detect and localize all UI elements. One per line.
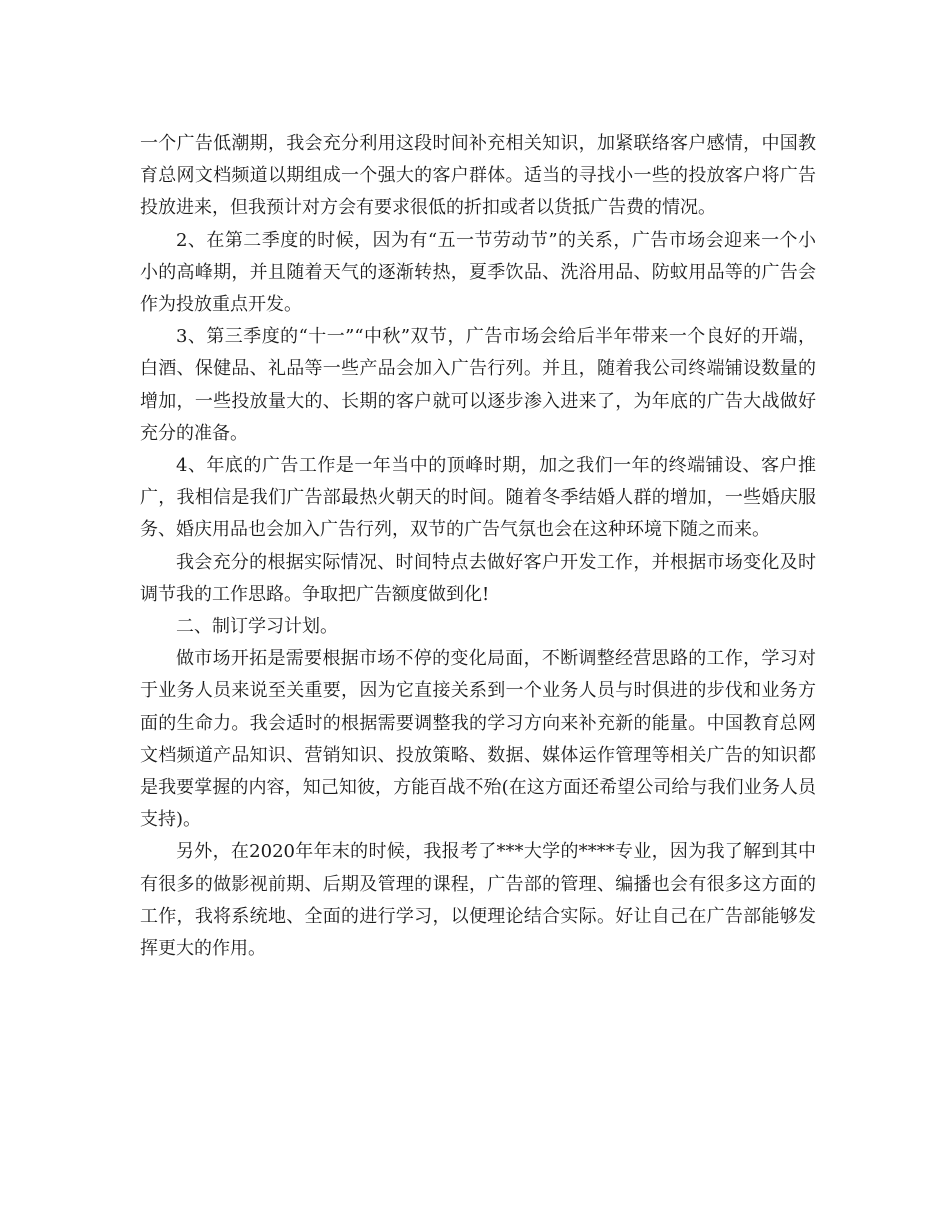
paragraph-item-2: 2、在第二季度的时候，因为有“五一节劳动节”的关系，广告市场会迎来一个小小的高峰期，并且随着天气的逐渐转热，夏季饮品、洗浴用品、防蚊用品等的广告会作为投放重点开发。 (140, 229, 816, 316)
paragraph-study-2: 另外，在2020年年末的时候，我报考了***大学的****专业，因为我了解到其中有很多的做影视前期、后期及管理的课程，广告部的管理、编播也会有很多这方面的工作，我将系统地、全面的进行学习，以便理论结合实际。好让自己在广告部能够发挥更大的作用。 (140, 841, 816, 960)
paragraph-item-3: 3、第三季度的“十一”“中秋”双节，广告市场会给后半年带来一个良好的开端，白酒、保健品、礼品等一些产品会加入广告行列。并且，随着我公司终端铺设数量的增加，一些投放量大的、长期的客户就可以逐步渗入进来了，为年底的广告大战做好充分的准备。 (140, 326, 816, 444)
section-heading-study-plan: 二、制订学习计划。 (176, 616, 338, 638)
document-body (140, 128, 816, 965)
paragraph-plan-summary: 我会充分的根据实际情况、时间特点去做好客户开发工作，并根据市场变化及时调节我的工作思路。争取把广告额度做到化! (140, 551, 816, 605)
paragraph-continuation: 一个广告低潮期，我会充分利用这段时间补充相关知识，加紧联络客户感情，中国教育总网文档频道以期组成一个强大的客户群体。适当的寻找小一些的投放客户将广告投放进来，但我预计对方会有要求很低的折扣或者以货抵广告费的情况。 (140, 133, 816, 219)
paragraph-item-4: 4、年底的广告工作是一年当中的顶峰时期，加之我们一年的终端铺设、客户推广，我相信是我们广告部最热火朝天的时间。随着冬季结婚人群的增加，一些婚庆服务、婚庆用品也会加入广告行列，双节的广告气氛也会在这种环境下随之而来。 (140, 455, 816, 541)
paragraph-study-1: 做市场开拓是需要根据市场不停的变化局面，不断调整经营思路的工作，学习对于业务人员来说至关重要，因为它直接关系到一个业务人员与时俱进的步伐和业务方面的生命力。我会适时的根据需要调整我的学习方向来补充新的能量。中国教育总网文档频道产品知识、营销知识、投放策略、数据、媒体运作管理等相关广告的知识都是我要掌握的内容，知己知彼，方能百战不殆(在这方面还希望公司给与我们业务人员支持)。 (140, 648, 816, 831)
